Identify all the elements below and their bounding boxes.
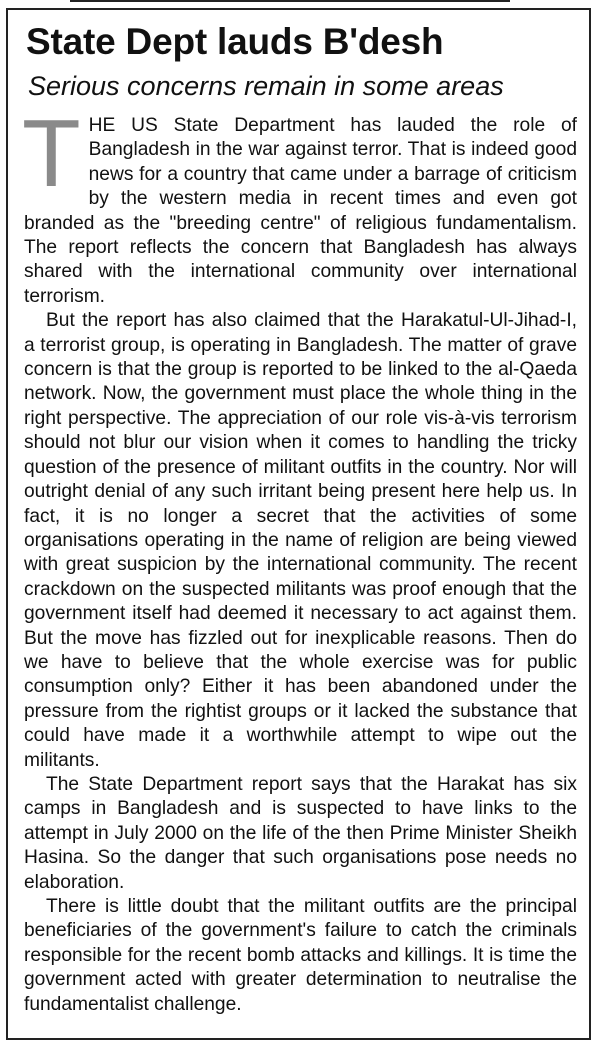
paragraph-4: There is little doubt that the militant outfits are the principal beneficiaries of the government's failure to catch the criminals responsible for the recent bomb attacks and killings. It is time the government acted with greater determination to neutralise the fundamentalist challenge. <box>24 896 577 1015</box>
subheadline: Serious concerns remain in some areas <box>28 71 504 101</box>
article-body <box>22 100 577 1017</box>
clipped-previous-article-edge <box>70 0 510 4</box>
paragraph-1 <box>22 100 577 309</box>
paragraph-3: The State Department report says that the Harakat has six camps in Bangladesh and is suspected to have links to the attempt in July 2000 on the life of the then Prime Minister Sheikh Hasina. So the danger that such organisations pose needs no elaboration. <box>24 773 577 893</box>
paragraph-2: But the report has also claimed that the Harakatul-Ul-Jihad-I, a terrorist group, is operating in Bangladesh. The matter of grave concern is that the group is reported to be linked to the al-Qaeda network. Now, the government must place the whole thing in the right perspective. The appreciation of our role vis-à-vis terrorism should not blur our vision when it comes to handling the tricky question of the presence of militant outfits in the country. Nor will outright denial of any such irritant being present here help us. In fact, it is no longer a secret that the activities of some organisations operating in the name of religion are being viewed with great suspicion by the international community. The recent crackdown on the suspected militants was proof enough that the government itself had deemed it necessary to act against them. But the move has fizzled out for inexplicable reasons. Then do we have to believe that the whole exercise was for public consumption only? Either it has been abandoned under the pressure from the rightist groups or it lacked the substance that could have made it a worthwhile attempt to wipe out the militants. <box>24 310 577 771</box>
paragraph-1-text: HE US State Department has lauded the role of Bangladesh in the war against terror. That is indeed good news for a country that came under a barrage of criticism by the western media in recent times and even got branded as the "breeding centre" of religious fundamentalism. The report reflects the concern that Bangladesh has always shared with the international community over international terrorism. <box>24 115 577 307</box>
headline: State Dept lauds B'desh <box>26 21 444 62</box>
drop-cap: T <box>22 100 81 207</box>
